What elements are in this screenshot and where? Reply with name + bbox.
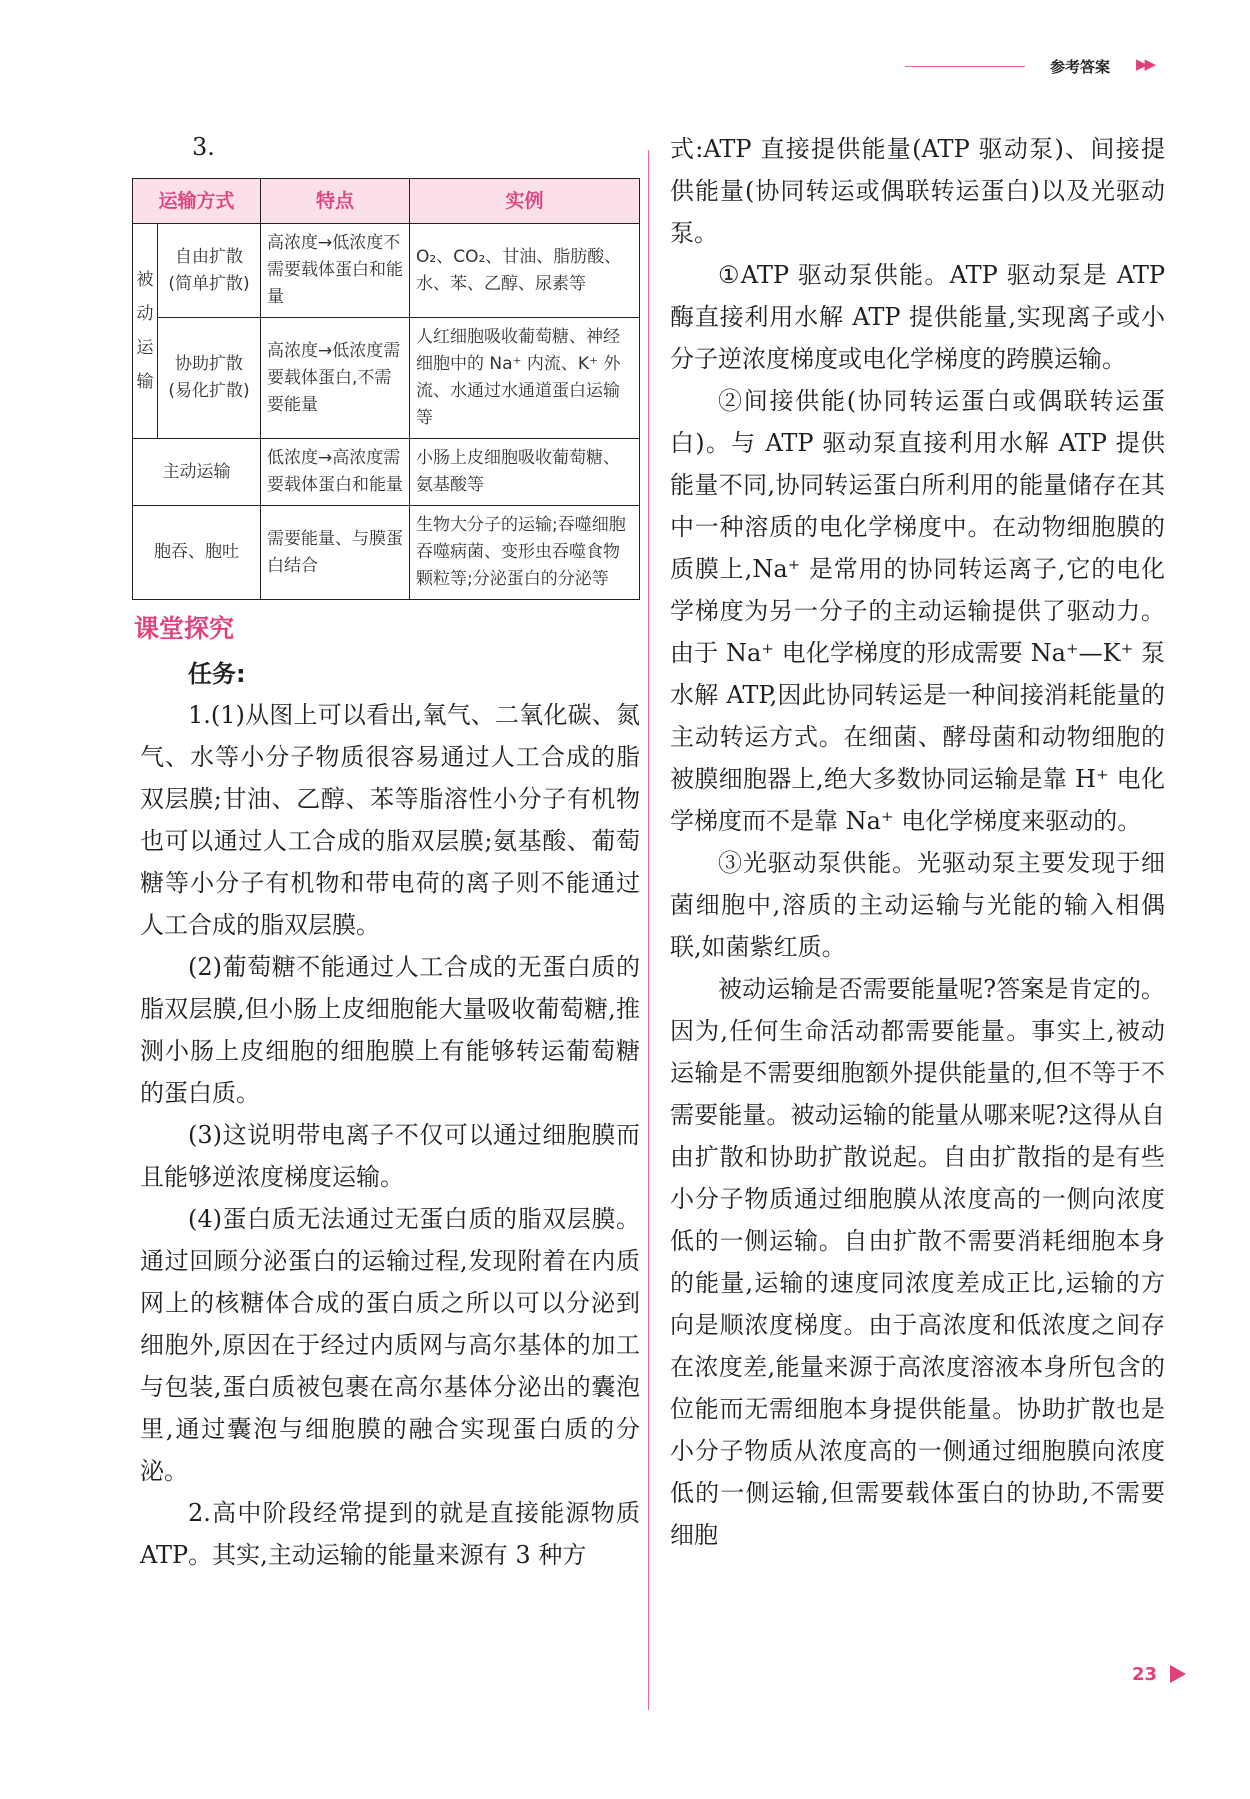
right-column <box>670 128 1165 1556</box>
table-row <box>133 506 640 600</box>
transport-table <box>132 178 640 600</box>
header-arrows-icon: ▶▶ <box>1136 55 1154 73</box>
table-cell-example: 生物大分子的运输;吞噬细胞吞噬病菌、变形虫吞噬食物颗粒等;分泌蛋白的分泌等 <box>410 506 640 600</box>
table-row <box>133 318 640 439</box>
table-cell-feature: 需要能量、与膜蛋白结合 <box>261 506 410 600</box>
right-paragraph: ①ATP 驱动泵供能。ATP 驱动泵是 ATP 酶直接利用水解 ATP 提供能量,实现离子或小分子逆浓度梯度或电化学梯度的跨膜运输。 <box>670 261 1165 373</box>
section-title: 课堂探究 <box>134 614 235 643</box>
table-cell-example: O₂、CO₂、甘油、脂肪酸、水、苯、乙醇、尿素等 <box>410 224 640 318</box>
right-paragraph: 被动运输是否需要能量呢?答案是肯定的。因为,任何生命活动都需要能量。事实上,被动运输是不需要细胞额外提供能量的,但不等于不需要能量。被动运输的能量从哪来呢?这得从自由扩散和协助扩散说起。自由扩散指的是有些小分子物质通过细胞膜从浓度高的一侧向浓度低的一侧运输。自由扩散不需要消耗细胞本身的能量,运输的速度同浓度差成正比,运输的方向是顺浓度梯度。由于高浓度和低浓度之间存在浓度差,能量来源于高浓度溶液本身所包含的位能而无需细胞本身提供能量。协助扩散也是小分子物质从浓度高的一侧通过细胞膜向浓度低的一侧运输,但需要载体蛋白的协助,不需要细胞 <box>670 975 1165 1549</box>
header-rule <box>905 66 1025 67</box>
table-cell-method: 协助扩散(易化扩散) <box>158 318 261 439</box>
left-paragraph: (4)蛋白质无法通过无蛋白质的脂双层膜。通过回顾分泌蛋白的运输过程,发现附着在内质网上的核糖体合成的蛋白质之所以可以分泌到细胞外,原因在于经过内质网与高尔基体的加工与包装,蛋白质被包裹在高尔基体分泌出的囊泡里,通过囊泡与细胞膜的融合实现蛋白质的分泌。 <box>140 1205 640 1485</box>
question-number: 3. <box>192 133 215 161</box>
table-cell-feature: 低浓度→高浓度需要载体蛋白和能量 <box>261 439 410 506</box>
left-paragraph: 2.高中阶段经常提到的就是直接能源物质 ATP。其实,主动运输的能量来源有 3 种方 <box>140 1499 640 1569</box>
passive-transport-label: 被动运输 <box>133 224 158 439</box>
left-paragraph: 1.(1)从图上可以看出,氧气、二氧化碳、氮气、水等小分子物质很容易通过人工合成的脂双层膜;甘油、乙醇、苯等脂溶性小分子有机物也可以通过人工合成的脂双层膜;氨基酸、葡萄糖等小分子有机物和带电荷的离子则不能通过人工合成的脂双层膜。 <box>140 701 640 939</box>
left-column <box>134 126 640 1576</box>
table-header-row <box>133 179 640 224</box>
table-cell-method: 自由扩散(简单扩散) <box>158 224 261 318</box>
left-paragraph: (2)葡萄糖不能通过人工合成的无蛋白质的脂双层膜,但小肠上皮细胞能大量吸收葡萄糖,推测小肠上皮细胞的细胞膜上有能够转运葡萄糖的蛋白质。 <box>140 953 640 1107</box>
header-label: 参考答案 <box>1050 58 1111 76</box>
table-cell-example: 小肠上皮细胞吸收葡萄糖、氨基酸等 <box>410 439 640 506</box>
left-paragraph: (3)这说明带电离子不仅可以通过细胞膜而且能够逆浓度梯度运输。 <box>140 1121 640 1191</box>
table-header-example: 实例 <box>410 179 640 224</box>
column-divider <box>648 150 649 1710</box>
table-cell-method: 胞吞、胞吐 <box>133 506 261 600</box>
table-cell-method: 主动运输 <box>133 439 261 506</box>
table-cell-feature: 高浓度→低浓度不需要载体蛋白和能量 <box>261 224 410 318</box>
right-paragraph: ③光驱动泵供能。光驱动泵主要发现于细菌细胞中,溶质的主动运输与光能的输入相偶联,如菌紫红质。 <box>670 849 1165 961</box>
table-header-feature: 特点 <box>261 179 410 224</box>
table-row <box>133 439 640 506</box>
page-arrow-icon <box>1170 1665 1186 1683</box>
table-cell-feature: 高浓度→低浓度需要载体蛋白,不需要能量 <box>261 318 410 439</box>
page-number: 23 <box>1132 1664 1158 1685</box>
table-row <box>133 224 640 318</box>
task-label: 任务: <box>188 660 246 688</box>
right-paragraph: 式:ATP 直接提供能量(ATP 驱动泵)、间接提供能量(协同转运或偶联转运蛋白)以及光驱动泵。 <box>670 135 1165 247</box>
table-header-method: 运输方式 <box>133 179 261 224</box>
table-cell-example: 人红细胞吸收葡萄糖、神经细胞中的 Na⁺ 内流、K⁺ 外流、水通过水通道蛋白运输等 <box>410 318 640 439</box>
right-paragraph: ②间接供能(协同转运蛋白或偶联转运蛋白)。与 ATP 驱动泵直接利用水解 ATP 提供能量不同,协同转运蛋白所利用的能量储存在其中一种溶质的电化学梯度中。在动物细胞膜的质膜上,Na⁺ 是常用的协同转运离子,它的电化学梯度为另一分子的主动运输提供了驱动力。由于 Na⁺ 电化学梯度的形成需要 Na⁺—K⁺ 泵水解 ATP,因此协同转运是一种间接消耗能量的主动转运方式。在细菌、酵母菌和动物细胞的被膜细胞器上,绝大多数协同运输是靠 H⁺ 电化学梯度而不是靠 Na⁺ 电化学梯度来驱动的。 <box>670 387 1165 835</box>
